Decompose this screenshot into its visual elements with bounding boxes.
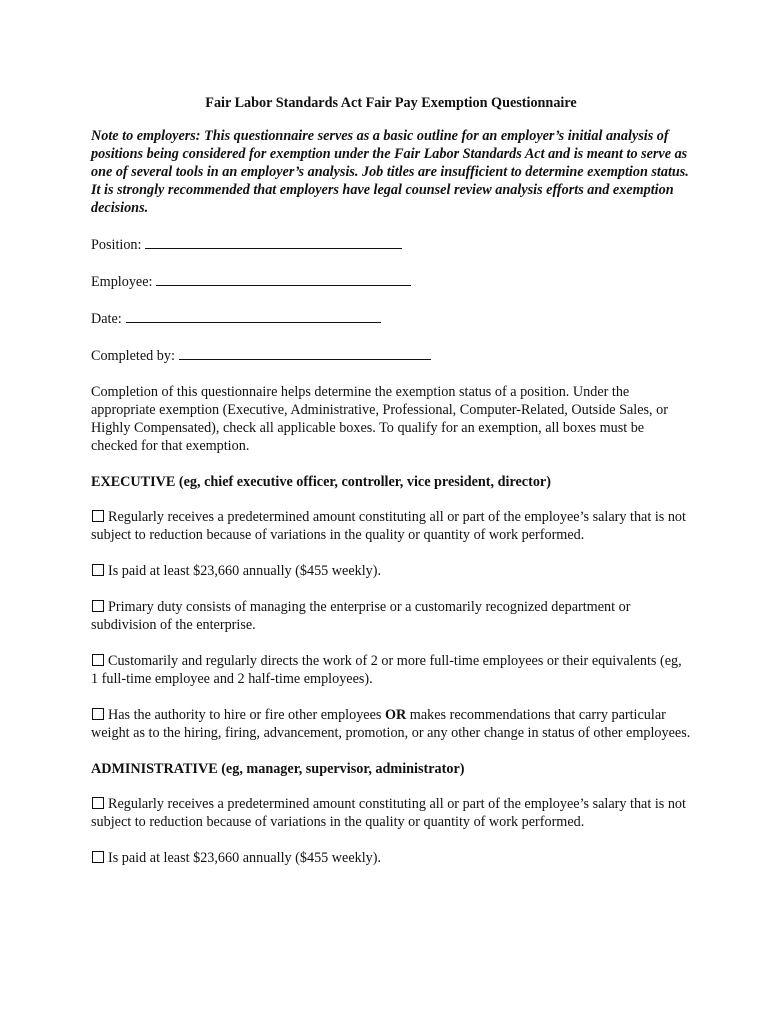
checkbox[interactable] — [92, 654, 104, 666]
executive-item-salary-level — [91, 562, 691, 580]
item-text: Regularly receives a predetermined amount constituting all or part of the employee’s salary that is not subject to reduction because of variations in the quality or quantity of work performed. — [91, 509, 686, 543]
date-blank-line[interactable] — [126, 309, 381, 323]
document-content — [91, 94, 691, 885]
item-text-emphasis: OR — [384, 707, 407, 723]
employee-blank-line[interactable] — [156, 272, 411, 286]
administrative-heading: ADMINISTRATIVE (eg, manager, supervisor, administrator) — [91, 761, 465, 777]
item-text: Customarily and regularly directs the work of 2 or more full-time employees or their equivalents (eg, 1 full-time employee and 2 half-time employees). — [91, 653, 682, 687]
checkbox[interactable] — [92, 797, 104, 809]
document-title: Fair Labor Standards Act Fair Pay Exemption Questionnaire — [205, 95, 577, 111]
item-text: Is paid at least $23,660 annually ($455 weekly). — [108, 563, 382, 579]
checkbox[interactable] — [92, 510, 104, 522]
checkbox[interactable] — [92, 851, 104, 863]
item-text: Is paid at least $23,660 annually ($455 weekly). — [108, 850, 382, 866]
executive-item-salary-basis — [91, 508, 691, 544]
executive-heading: EXECUTIVE (eg, chief executive officer, controller, vice president, director) — [91, 474, 551, 490]
checkbox[interactable] — [92, 708, 104, 720]
completed-by-blank-line[interactable] — [179, 346, 431, 360]
item-text: Regularly receives a predetermined amount constituting all or part of the employee’s salary that is not subject to reduction because of variations in the quality or quantity of work performed. — [91, 796, 686, 830]
date-field — [91, 309, 691, 328]
completed-by-field — [91, 346, 691, 365]
completed-by-label: Completed by: — [91, 348, 175, 364]
administrative-item-salary-basis — [91, 795, 691, 831]
intro-paragraph: Completion of this questionnaire helps determine the exemption status of a position. Under the appropriate exemption (Executive, Administrative, Professional, Computer-Related, Outside Sales, or Highly Compensated), check all applicable boxes. To qualify for an exemption, all boxes must be checked for that exemption. — [91, 384, 668, 454]
administrative-item-salary-level — [91, 849, 691, 867]
executive-item-directs-work — [91, 652, 691, 688]
item-text-after: makes recommendations that carry particular weight as to the hiring, firing, advancement, promotion, or any other change in status of other employees. — [91, 707, 691, 741]
position-blank-line[interactable] — [145, 235, 402, 249]
checkbox[interactable] — [92, 564, 104, 576]
executive-item-primary-duty — [91, 598, 691, 634]
employer-note: Note to employers: This questionnaire serves as a basic outline for an employer’s initial analysis of positions being considered for exemption under the Fair Labor Standards Act and is meant to serve as one of several tools in an employer’s analysis. Job titles are insufficient to determine exemption status. It is strongly recommended that employers have legal counsel review analysis efforts and exemption decisions. — [91, 128, 689, 216]
item-text-before: Has the authority to hire or fire other employees — [108, 707, 382, 723]
employee-field — [91, 272, 691, 291]
date-label: Date: — [91, 311, 122, 327]
position-field — [91, 235, 691, 254]
position-label: Position: — [91, 237, 142, 253]
employee-label: Employee: — [91, 274, 153, 290]
item-text: Primary duty consists of managing the enterprise or a customarily recognized department or subdivision of the enterprise. — [91, 599, 631, 633]
checkbox[interactable] — [92, 600, 104, 612]
executive-item-hire-fire — [91, 706, 691, 742]
